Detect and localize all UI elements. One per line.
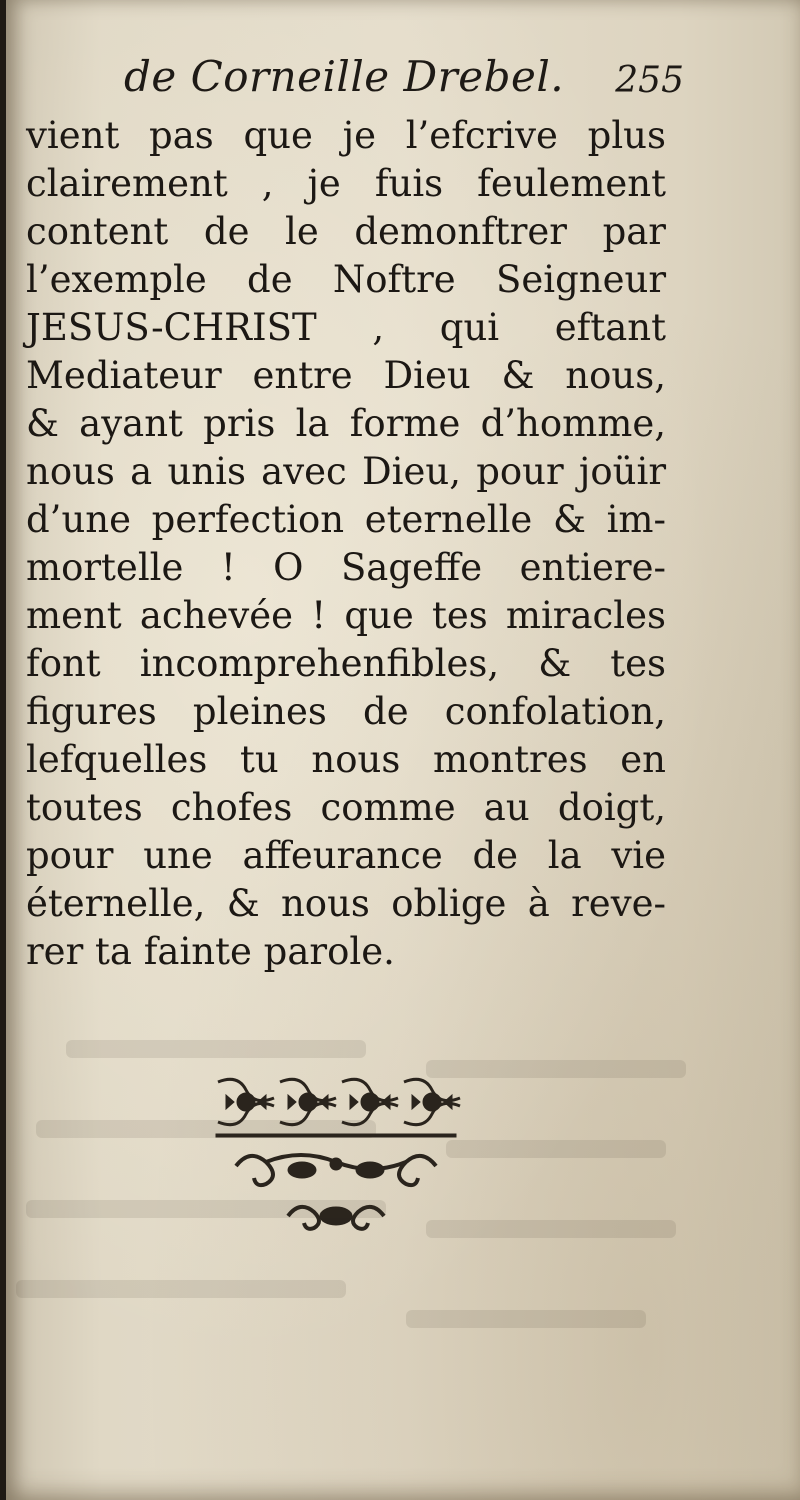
text-line: vient pas que je l’efcrive plus [26, 114, 666, 157]
book-page [6, 0, 800, 1500]
text-line: l’exemple de Noftre Seigneur [26, 258, 666, 301]
text-line: lefquelles tu nous montres en [26, 738, 666, 781]
text-line: font incomprehenfibles, & tes [26, 642, 666, 685]
text-line: content de le demonftrer par [26, 210, 666, 253]
text-line: pour une affeurance de la vie [26, 834, 666, 877]
text-line: & ayant pris la forme d’homme, [26, 402, 666, 445]
running-head [124, 52, 684, 108]
running-title: de Corneille Drebel. [124, 52, 565, 101]
text-line: d’une perfection eternelle & im- [26, 498, 666, 541]
text-line: Mediateur entre Dieu & nous, [26, 354, 666, 397]
text-line: nous a unis avec Dieu, pour joüir [26, 450, 666, 493]
text-line: figures pleines de confolation, [26, 690, 666, 733]
body-text [26, 112, 666, 976]
text-line: JESUS-CHRIST , qui eftant [26, 306, 666, 349]
text-line: clairement , je fuis feulement [26, 162, 666, 205]
text-line: ment achevée ! que tes miracles [26, 594, 666, 637]
text-line: mortelle ! O Sageffe entiere- [26, 546, 666, 589]
floral-printer-ornament-icon [206, 1070, 466, 1240]
text-line: toutes chofes comme au doigt, [26, 786, 666, 829]
text-line: éternelle, & nous oblige à reve- [26, 882, 666, 925]
page-number: 255 [615, 60, 684, 101]
text-line: rer ta fainte parole. [26, 930, 395, 973]
